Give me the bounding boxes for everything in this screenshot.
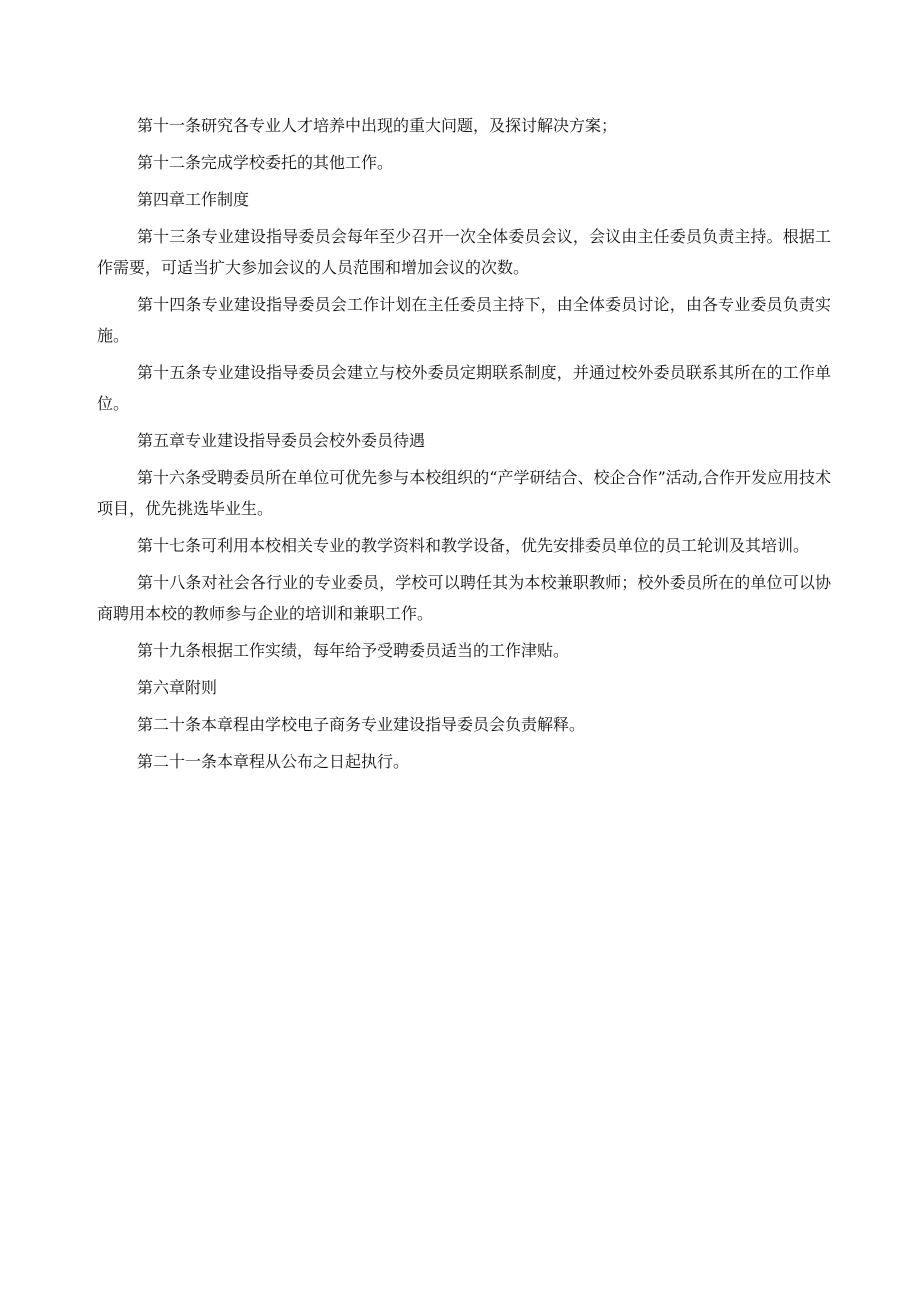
article-11: 第十一条研究各专业人才培养中出现的重大问题，及探讨解决方案； [137,116,618,135]
article-21: 第二十一条本章程从公布之日起执行。 [137,752,410,771]
chapter-5-heading: 第五章专业建设指导委员会校外委员待遇 [137,431,426,450]
article-18: 第十八条对社会各行业的专业委员，学校可以聘任其为本校兼职教师；校外委员所在的单位可以协商聘用本校的教师参与企业的培训和兼职工作。 [97,573,831,623]
article-14: 第十四条专业建设指导委员会工作计划在主任委员主持下，由全体委员讨论，由各专业委员负责实施。 [97,295,831,345]
article-17: 第十七条可利用本校相关专业的教学资料和教学设备，优先安排委员单位的员工轮训及其培训。 [137,536,810,555]
chapter-6-heading: 第六章附则 [137,678,218,697]
article-19: 第十九条根据工作实绩，每年给予受聘委员适当的工作津贴。 [137,641,570,660]
document-body [97,110,831,783]
article-13: 第十三条专业建设指导委员会每年至少召开一次全体委员会议，会议由主任委员负责主持。根据工作需要，可适当扩大参加会议的人员范围和增加会议的次数。 [97,227,831,277]
article-15: 第十五条专业建设指导委员会建立与校外委员定期联系制度，并通过校外委员联系其所在的工作单位。 [97,363,831,413]
article-20: 第二十条本章程由学校电子商务专业建设指导委员会负责解释。 [137,715,586,734]
article-16: 第十六条受聘委员所在单位可优先参与本校组织的“产学研结合、校企合作”活动,合作开发应用技术项目，优先挑选毕业生。 [97,468,831,518]
chapter-4-heading: 第四章工作制度 [137,190,250,209]
article-12: 第十二条完成学校委托的其他工作。 [137,153,394,172]
